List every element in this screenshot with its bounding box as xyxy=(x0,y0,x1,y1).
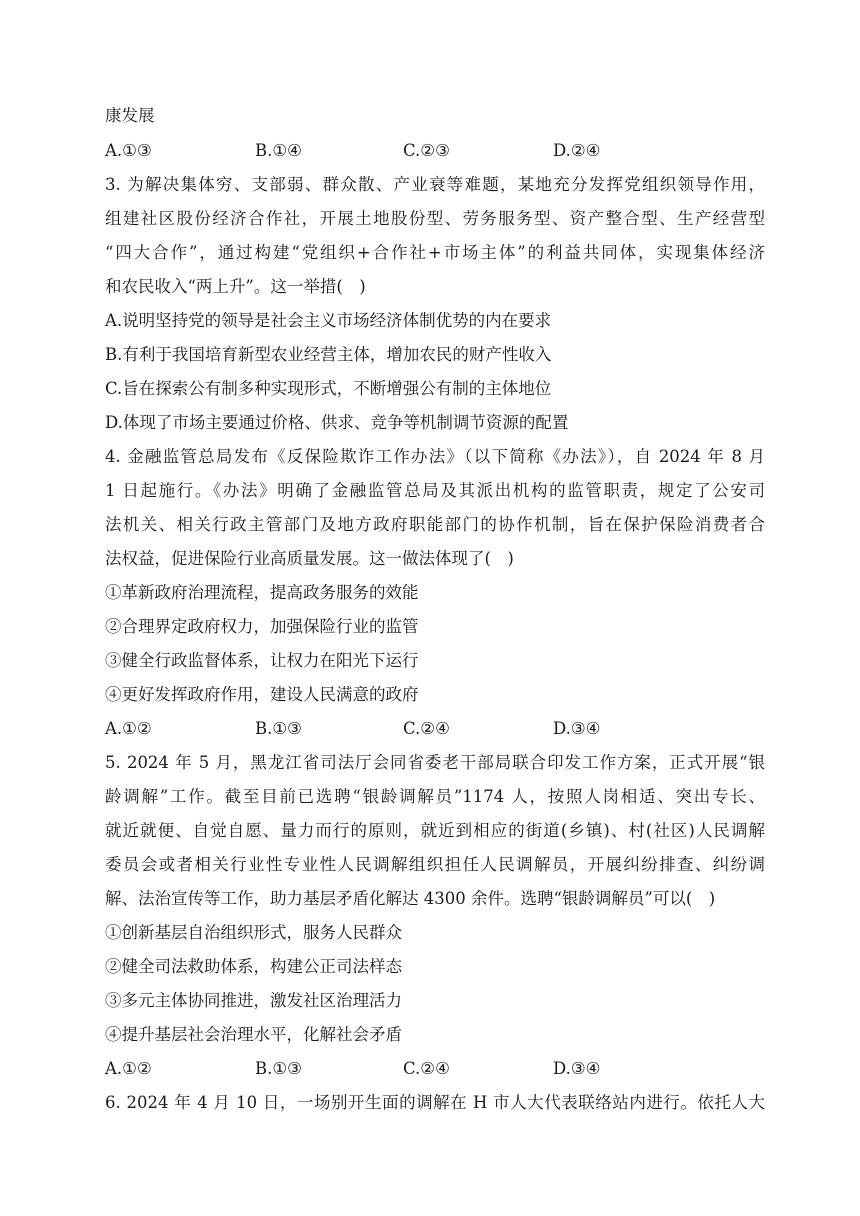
question-5-stem: 解、法治宣传等工作，助力基层矛盾化解达 4300 余件。选聘“银龄调解员”可以( ) xyxy=(105,889,716,908)
question-3-choice-c: C.旨在探索公有制多种实现形式，不断增强公有制的主体地位 xyxy=(105,379,552,398)
question-3-choice-d: D.体现了市场主要通过价格、供求、竞争等机制调节资源的配置 xyxy=(105,413,569,432)
question-3-choice-b: B.有利于我国培育新型农业经营主体，增加农民的财产性收入 xyxy=(105,345,552,364)
question-4-stem: 法机关、相关行政主管部门及地方政府职能部门的协作机制，旨在保护保险消费者合 xyxy=(105,515,765,534)
option-d: D.③④ xyxy=(553,1059,601,1078)
question-4-stem: 4. 金融监管总局发布《反保险欺诈工作办法》（以下简称《办法》），自 2024 年 8 月 xyxy=(105,447,765,466)
option-a: A.①② xyxy=(105,719,152,738)
question-2-options xyxy=(105,139,765,163)
question-5-stem: 就近就便、自觉自愿、量力而行的原则，就近到相应的街道(乡镇)、村(社区)人民调解 xyxy=(105,821,765,840)
question-4-stem: 1 日起施行。《办法》明确了金融监管总局及其派出机构的监管职责，规定了公安司 xyxy=(105,481,765,500)
option-a: A.①③ xyxy=(105,141,152,160)
option-c: C.②④ xyxy=(403,1059,450,1078)
question-5-item-4: ④提升基层社会治理水平，化解社会矛盾 xyxy=(105,1025,402,1044)
option-b: B.①③ xyxy=(255,719,302,738)
question-3-choice-a: A.说明坚持党的领导是社会主义市场经济体制优势的内在要求 xyxy=(105,311,552,330)
question-3-stem: “四大合作”，通过构建“党组织+合作社+市场主体”的利益共同体，实现集体经济 xyxy=(105,243,765,262)
option-a: A.①② xyxy=(105,1059,152,1078)
question-5-stem: 委员会或者相关行业性专业性人民调解组织担任人民调解员，开展纠纷排查、纠纷调 xyxy=(105,855,765,874)
question-3-stem: 和农民收入“两上升”。这一举措( ) xyxy=(105,277,366,296)
question-4-options xyxy=(105,717,765,741)
option-b: B.①④ xyxy=(255,141,302,160)
question-5-item-3: ③多元主体协同推进，激发社区治理活力 xyxy=(105,991,402,1010)
question-4-item-4: ④更好发挥政府作用，建设人民满意的政府 xyxy=(105,685,419,704)
question-5-stem: 龄调解”工作。截至目前已选聘“银龄调解员”1174 人，按照人岗相适、突出专长、 xyxy=(105,787,765,806)
option-c: C.②④ xyxy=(403,719,450,738)
question-3-stem: 组建社区股份经济合作社，开展土地股份型、劳务服务型、资产整合型、生产经营型 xyxy=(105,209,765,228)
question-5-options xyxy=(105,1057,765,1081)
option-d: D.③④ xyxy=(553,719,601,738)
question-5-stem: 5. 2024 年 5 月，黑龙江省司法厅会同省委老干部局联合印发工作方案，正式开展“银 xyxy=(105,753,765,772)
question-6-stem: 6. 2024 年 4 月 10 日，一场别开生面的调解在 H 市人大代表联络站内进行。依托人大 xyxy=(105,1093,765,1112)
question-5-item-1: ①创新基层自治组织形式，服务人民群众 xyxy=(105,923,402,942)
question-2-continuation: 康发展 xyxy=(105,106,155,125)
question-4-item-1: ①革新政府治理流程，提高政务服务的效能 xyxy=(105,583,419,602)
option-b: B.①③ xyxy=(255,1059,302,1078)
question-3-stem: 3. 为解决集体穷、支部弱、群众散、产业衰等难题，某地充分发挥党组织领导作用， xyxy=(105,175,765,194)
question-4-item-3: ③健全行政监督体系，让权力在阳光下运行 xyxy=(105,651,419,670)
question-4-item-2: ②合理界定政府权力，加强保险行业的监管 xyxy=(105,617,419,636)
option-c: C.②③ xyxy=(403,141,450,160)
option-d: D.②④ xyxy=(553,141,601,160)
question-4-stem: 法权益，促进保险行业高质量发展。这一做法体现了( ) xyxy=(105,549,514,568)
question-5-item-2: ②健全司法救助体系，构建公正司法样态 xyxy=(105,957,402,976)
